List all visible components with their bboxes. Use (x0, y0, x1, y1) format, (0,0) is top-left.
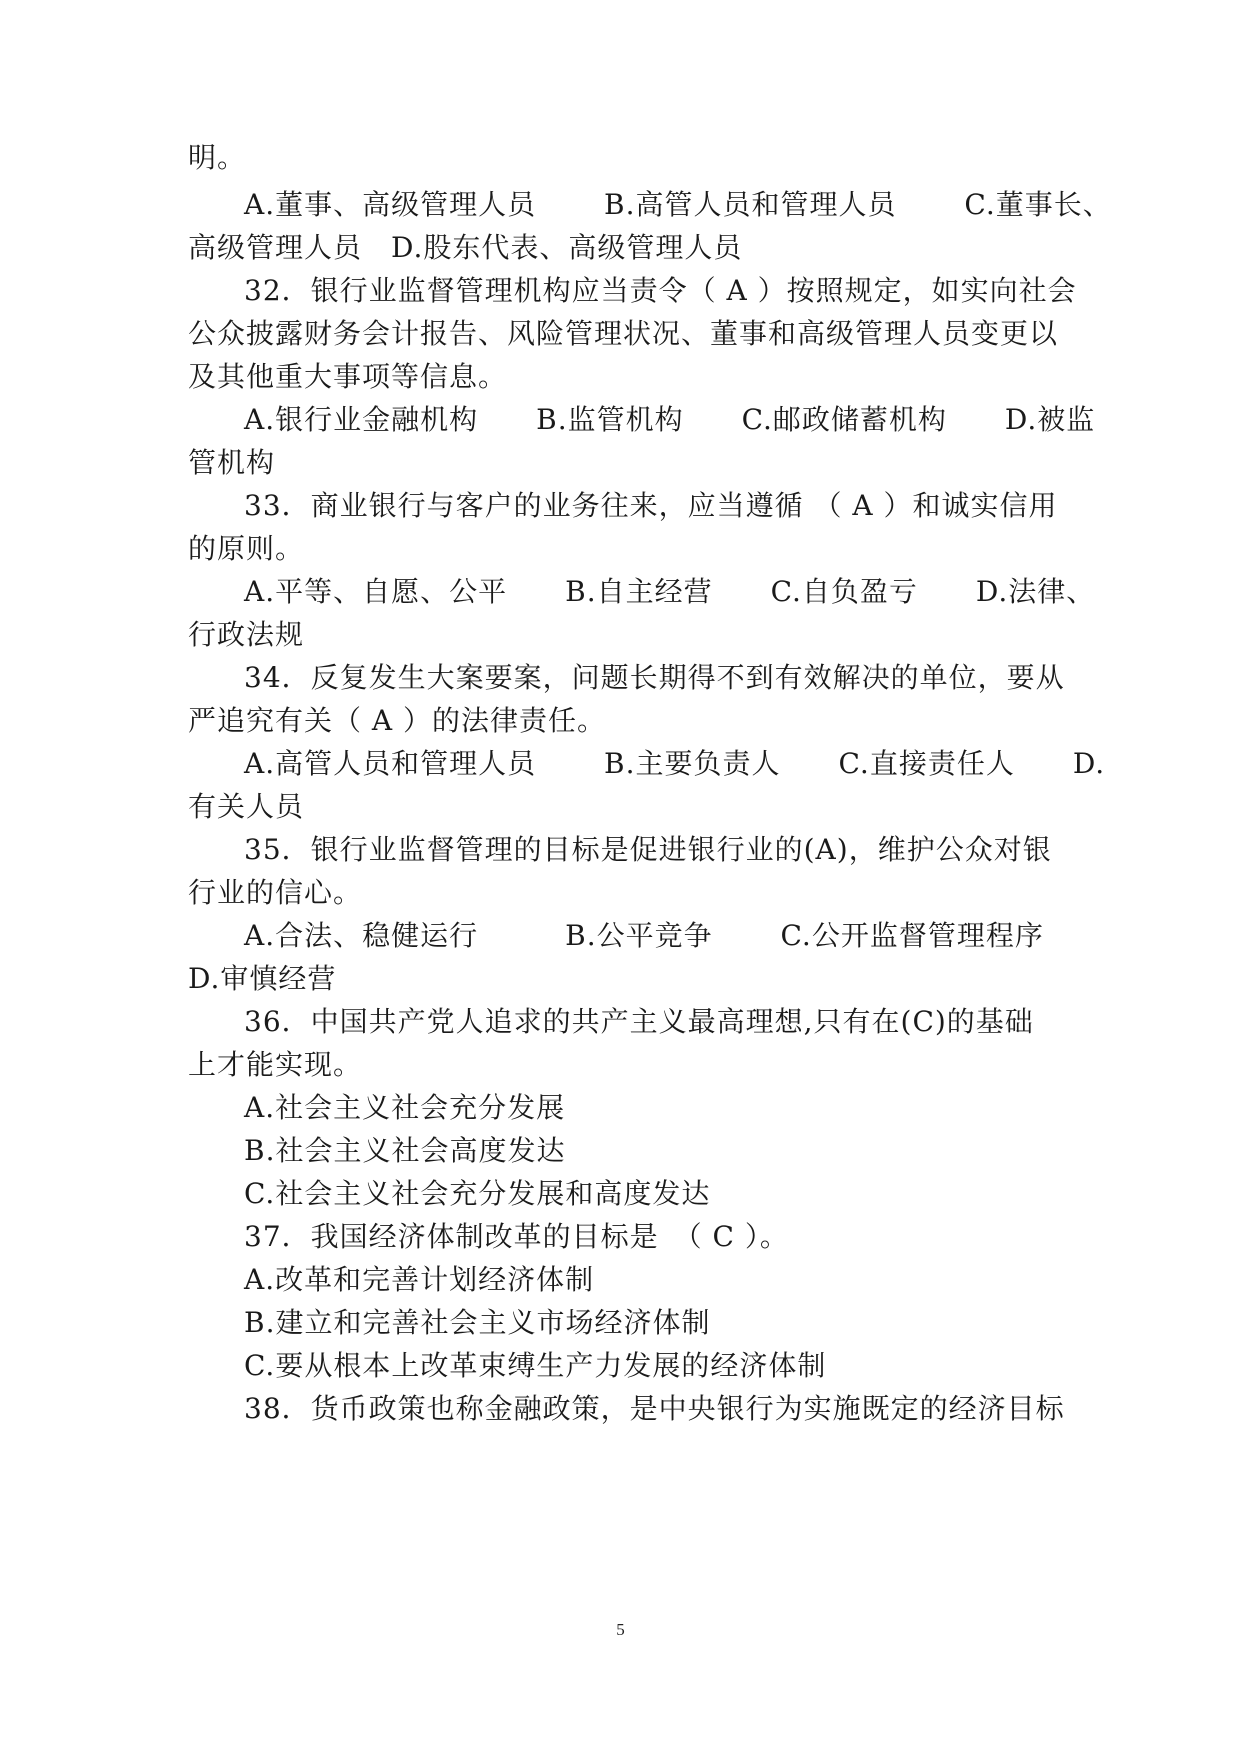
text-line: A.董事、高级管理人员 B.高管人员和管理人员 C.董事长、 (244, 188, 1112, 221)
page-number: 5 (616, 1620, 625, 1639)
text-line: A.合法、稳健运行 B.公平竞争 C.公开监督管理程序 (244, 919, 1044, 952)
text-line: 的原则。 (188, 532, 305, 565)
text-line: B.社会主义社会高度发达 (244, 1134, 566, 1167)
text-line: 管机构 (188, 446, 276, 479)
text-line: 高级管理人员 D.股东代表、高级管理人员 (188, 231, 743, 264)
text-line: 37．我国经济体制改革的目标是 （ C ）。 (244, 1220, 789, 1253)
text-line: 38．货币政策也称金融政策，是中央银行为实施既定的经济目标 (244, 1392, 1065, 1425)
text-line: A.高管人员和管理人员 B.主要负责人 C.直接责任人 D. (244, 747, 1106, 780)
text-line: C.要从根本上改革束缚生产力发展的经济体制 (244, 1349, 827, 1382)
text-line: B.建立和完善社会主义市场经济体制 (244, 1306, 711, 1339)
text-line: A.银行业金融机构 B.监管机构 C.邮政储蓄机构 D.被监 (244, 403, 1096, 436)
text-line: C.社会主义社会充分发展和高度发达 (244, 1177, 711, 1210)
text-line: 36．中国共产党人追求的共产主义最高理想,只有在(C)的基础 (244, 1005, 1034, 1038)
text-line: 32．银行业监督管理机构应当责令（ A ）按照规定，如实向社会 (244, 274, 1077, 307)
text-line: D.审慎经营 (188, 962, 337, 995)
text-line: 及其他重大事项等信息。 (188, 360, 508, 393)
text-line: 明。 (188, 141, 247, 174)
text-line: 33．商业银行与客户的业务往来，应当遵循 （ A ）和诚实信用 (244, 489, 1058, 522)
text-line: 34．反复发生大案要案，问题长期得不到有效解决的单位，要从 (244, 661, 1065, 694)
text-line: 行政法规 (188, 618, 305, 651)
text-line: 严追究有关（ A ）的法律责任。 (188, 704, 607, 737)
text-line: A.改革和完善计划经济体制 (244, 1263, 595, 1296)
text-line: A.平等、自愿、公平 B.自主经营 C.自负盈亏 D.法律、 (244, 575, 1096, 608)
text-line: 35．银行业监督管理的目标是促进银行业的(A)，维护公众对银 (244, 833, 1052, 866)
text-line: 有关人员 (188, 790, 305, 823)
text-line: 行业的信心。 (188, 876, 363, 909)
text-line: A.社会主义社会充分发展 (244, 1091, 566, 1124)
text-line: 公众披露财务会计报告、风险管理状况、董事和高级管理人员变更以 (188, 317, 1059, 350)
text-line: 上才能实现。 (188, 1048, 363, 1081)
